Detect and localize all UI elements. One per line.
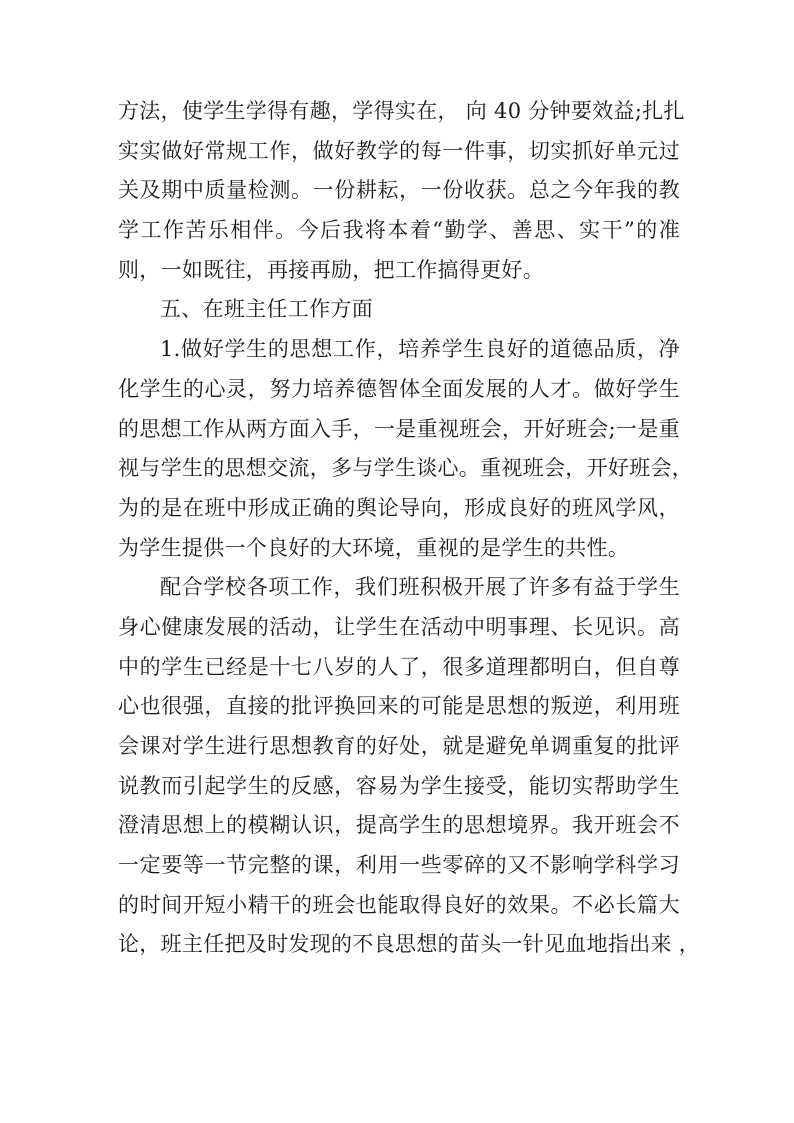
text-line: 视与学生的思想交流，多与学生谈心。重视班会，开好班会， — [118, 456, 694, 481]
text-line: 则，一如既往，再接再励，把工作搞得更好。 — [118, 257, 544, 282]
text-line: 实实做好常规工作，做好教学的每一件事，切实抓好单元过 — [118, 138, 680, 163]
text-line: 学工作苦乐相伴。今后我将本着“勤学、善思、实干”的准 — [118, 218, 680, 243]
text-line: 中的学生已经是十七八岁的人了，很多道理都明白，但自尊 — [118, 654, 680, 679]
text-line: 为学生提供一个良好的大环境，重视的是学生的共性。 — [118, 535, 630, 560]
text-line: 心也很强，直接的批评换回来的可能是思想的叛逆，利用班 — [118, 694, 680, 719]
text-line: 澄清思想上的模糊认识，提高学生的思想境界。我开班会不 — [118, 813, 680, 838]
text-line: 说教而引起学生的反感，容易为学生接受，能切实帮助学生 — [118, 773, 680, 798]
section-heading: 五、在班主任工作方面 — [160, 297, 373, 322]
text-line: 1.做好学生的思想工作，培养学生良好的道德品质，净 — [160, 337, 680, 362]
paragraph-ideological-work — [118, 330, 694, 568]
text-line: 一定要等一节完整的课，利用一些零碎的又不影响学科学习 — [118, 853, 680, 878]
text-line: 方法，使学生学得有趣，学得实在， 向 40 分钟要效益;扎扎 — [118, 99, 685, 123]
paragraph-teaching-summary — [118, 92, 685, 290]
text-line: 会课对学生进行思想教育的好处，就是避免单调重复的批评 — [118, 734, 680, 758]
text-line: 身心健康发展的活动，让学生在活动中明事理、长见识。高 — [118, 614, 680, 639]
text-line: 关及期中质量检测。一份耕耘，一份收获。总之今年我的教 — [118, 178, 680, 203]
document-body — [118, 92, 701, 965]
text-line: 的时间开短小精干的班会也能取得良好的效果。不必长篇大 — [118, 892, 680, 917]
text-line: 为的是在班中形成正确的舆论导向，形成良好的班风学风， — [118, 495, 680, 520]
text-line: 论，班主任把及时发现的不良思想的苗头一针见血地指出来 ， — [118, 932, 701, 957]
section-heading-class-teacher-work — [118, 290, 680, 330]
text-line: 化学生的心灵，努力培养德智体全面发展的人才。做好学生 — [118, 376, 680, 401]
paragraph-school-activities — [118, 568, 701, 965]
text-line: 的思想工作从两方面入手，一是重视班会，开好班会;一是重 — [118, 416, 680, 441]
text-line: 配合学校各项工作，我们班积极开展了许多有益于学生 — [160, 575, 680, 600]
